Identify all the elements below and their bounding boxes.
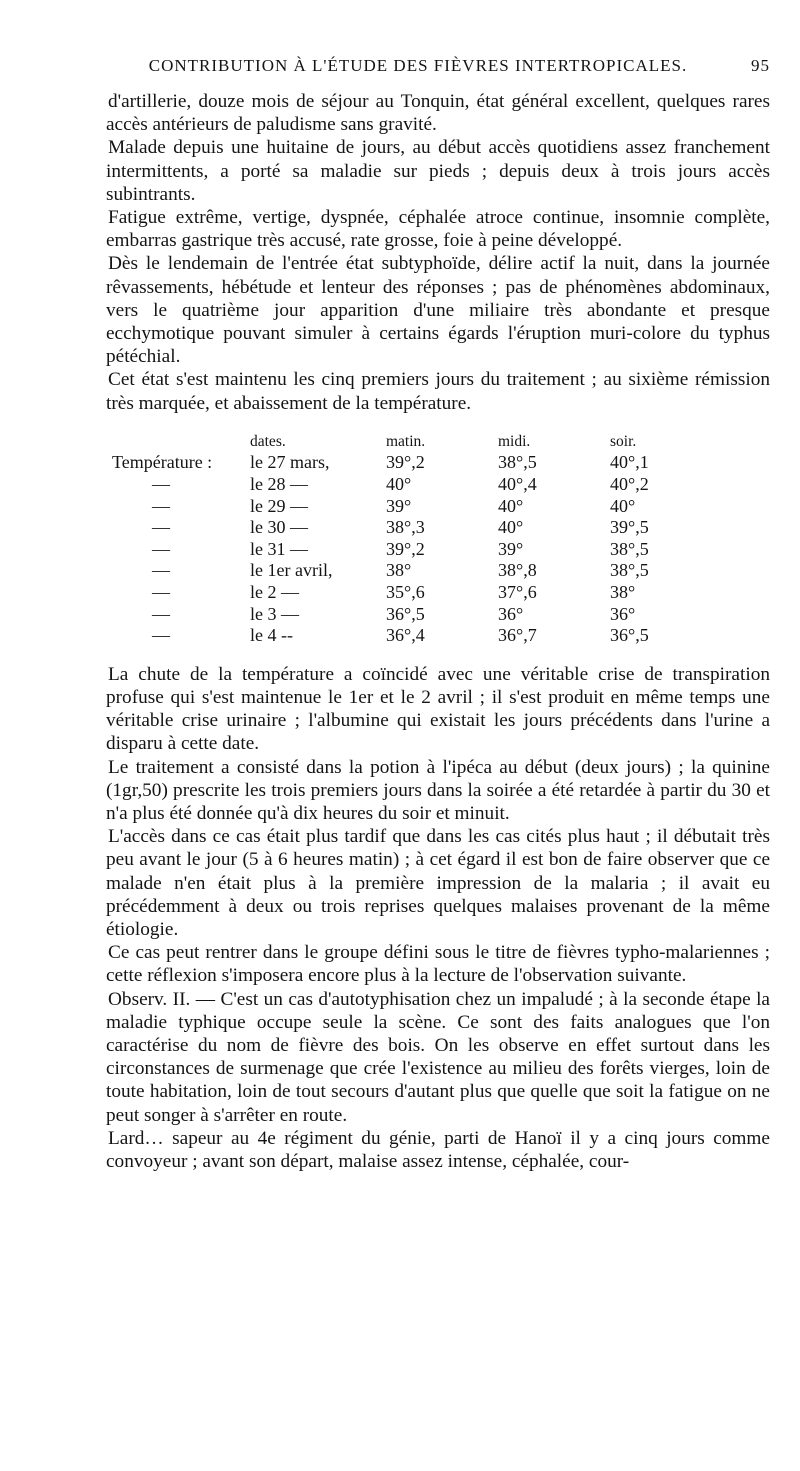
table-cell: 40°	[498, 517, 524, 538]
paragraph: Ce cas peut rentrer dans le groupe défini sous le titre de fièvres typho-malariennes ; cette réflexion s'imposera encore plus à la lecture de l'observation suivante.	[106, 942, 770, 987]
paragraph: Le traitement a consisté dans la potion à l'ipéca au début (deux jours) ; la quinine (1gr,50) prescrite les trois premiers jours dans la soirée a été retardée à partir du 30 et n'a plus été donnée qu'à dix heures du soir et minuit.	[106, 756, 770, 824]
table-row	[112, 560, 722, 582]
table-cell: 36°	[610, 603, 636, 624]
table-cell: 37°,6	[498, 582, 537, 602]
table-cell: 38°,5	[610, 560, 649, 581]
table-cell: 36°,5	[386, 603, 425, 624]
table-cell: 38°,3	[386, 517, 425, 538]
table-header-row	[112, 431, 722, 453]
table-cell: —	[152, 495, 170, 516]
table-cell: 38°,5	[498, 452, 537, 473]
table-cell: 40°	[386, 474, 412, 495]
table-cell: 38°	[386, 560, 412, 581]
table-row	[112, 474, 722, 496]
table-header-cell: soir.	[610, 432, 637, 450]
table-cell: 39°,2	[386, 452, 425, 473]
table-row	[112, 604, 722, 626]
table-cell: —	[152, 517, 170, 538]
paragraph: Fatigue extrême, vertige, dyspnée, céphalée atroce continue, insomnie complète, embarras gastrique très accusé, rate grosse, foie à peine développé.	[106, 207, 770, 252]
temperature-table	[112, 431, 722, 647]
paragraph: d'artillerie, douze mois de séjour au Tonquin, état général excellent, quelques rares accès antérieurs de paludisme sans gravité.	[106, 91, 770, 136]
table-row	[112, 539, 722, 561]
table-cell: le 29 —	[250, 495, 308, 516]
table-header-cell	[112, 431, 250, 453]
table-cell: 40°,2	[610, 474, 649, 495]
table-header-cell: dates.	[250, 432, 286, 450]
paragraph: La chute de la température a coïncidé avec une véritable crise de transpiration profuse qui s'est maintenue le 1er et le 2 avril ; il s'est produit en même temps une véritable crise urinaire ; l'albumine qui existait les jours précédents dans l'urine a disparu à cette date.	[106, 663, 770, 755]
running-header	[106, 44, 770, 90]
table-cell: le 4 --	[250, 625, 293, 646]
paragraph: Dès le lendemain de l'entrée état subtyphoïde, délire actif la nuit, dans la journée rêvassements, hébétude et lenteur des réponses ; pas de phénomènes abdominaux, vers le quatrième jour apparition d'une miliaire très abondante et presque ecchymotique pouvant simuler à certains égards l'éruption muri-colore du typhus pétéchial.	[106, 253, 770, 368]
table-cell: —	[152, 538, 170, 559]
table-cell: 40°	[610, 495, 636, 516]
table-row	[112, 452, 722, 474]
body-text	[106, 663, 770, 1173]
page-number: 95	[751, 56, 770, 75]
table-cell: —	[152, 474, 170, 495]
table-cell: —	[152, 603, 170, 624]
table-cell: 40°,1	[610, 452, 649, 473]
table-cell: 40°,4	[498, 474, 537, 495]
table-cell: 39°	[498, 538, 524, 559]
table-cell: 35°,6	[386, 582, 425, 602]
table-cell: le 27 mars,	[250, 452, 330, 473]
table-cell: —	[152, 625, 170, 646]
table-cell: le 1er avril,	[250, 560, 333, 581]
table-header-cell: midi.	[498, 432, 531, 450]
table-cell: 38°,5	[610, 538, 649, 559]
paragraph: Observ. II. — C'est un cas d'autotyphisation chez un impaludé ; à la seconde étape la maladie typhique occupe seule la scène. Ce sont des faits analogues que l'on caractérise du nom de fièvre des bois. On les observe en effet surtout dans les circonstances de surmenage que crée l'existence au milieu des forêts vierges, loin de toute habitation, loin de tout secours d'autant plus que quelle que soit la fatigue on ne peut songer à s'arrêter en route.	[106, 988, 770, 1126]
table-cell: 39°,2	[386, 538, 425, 559]
intro-text	[106, 90, 770, 415]
table-cell: 36°,5	[610, 625, 649, 646]
table-cell: le 28 —	[250, 474, 308, 495]
table-cell: 40°	[498, 495, 524, 516]
table-row	[112, 582, 722, 604]
table-header-cell: matin.	[386, 432, 426, 450]
table-cell: 36°,7	[498, 625, 537, 646]
table-cell: 38°	[610, 582, 636, 602]
paragraph: Cet état s'est maintenu les cinq premiers jours du traitement ; au sixième rémission très marquée, et abaissement de la température.	[106, 369, 770, 414]
paragraph: Lard… sapeur au 4e régiment du génie, parti de Hanoï il y a cinq jours comme convoyeur ; avant son départ, malaise assez intense, céphalée, cour-	[106, 1127, 770, 1173]
table-cell: 39°,5	[610, 517, 649, 538]
table-cell: le 31 —	[250, 538, 308, 559]
table-cell: le 3 —	[250, 603, 299, 624]
table-cell: 39°	[386, 495, 412, 516]
table-cell: 36°	[498, 603, 524, 624]
paragraph: Malade depuis une huitaine de jours, au début accès quotidiens assez franchement intermittents, a porté sa maladie sur pieds ; depuis deux à trois jours accès subintrants.	[106, 137, 770, 205]
table-cell: 38°,8	[498, 560, 537, 581]
running-title: CONTRIBUTION À L'ÉTUDE DES FIÈVRES INTERTROPICALES.	[148, 56, 688, 75]
table-row	[112, 496, 722, 518]
table-row	[112, 517, 722, 539]
table-cell: 36°,4	[386, 625, 425, 646]
paragraph: L'accès dans ce cas était plus tardif que dans les cas cités plus haut ; il débutait très peu avant le jour (5 à 6 heures matin) ; à cet égard il est bon de faire observer que ce malade n'en était plus à la première impression de la malaria ; il avait eu précédemment à deux ou trois reprises quelques malaises provenant de la même étiologie.	[106, 826, 770, 941]
table-cell: —	[152, 560, 170, 581]
table-row	[112, 625, 722, 647]
table-cell: —	[152, 582, 170, 602]
table-cell: le 2 —	[250, 582, 299, 602]
table-cell: Température :	[112, 452, 213, 473]
table-cell: le 30 —	[250, 517, 308, 538]
